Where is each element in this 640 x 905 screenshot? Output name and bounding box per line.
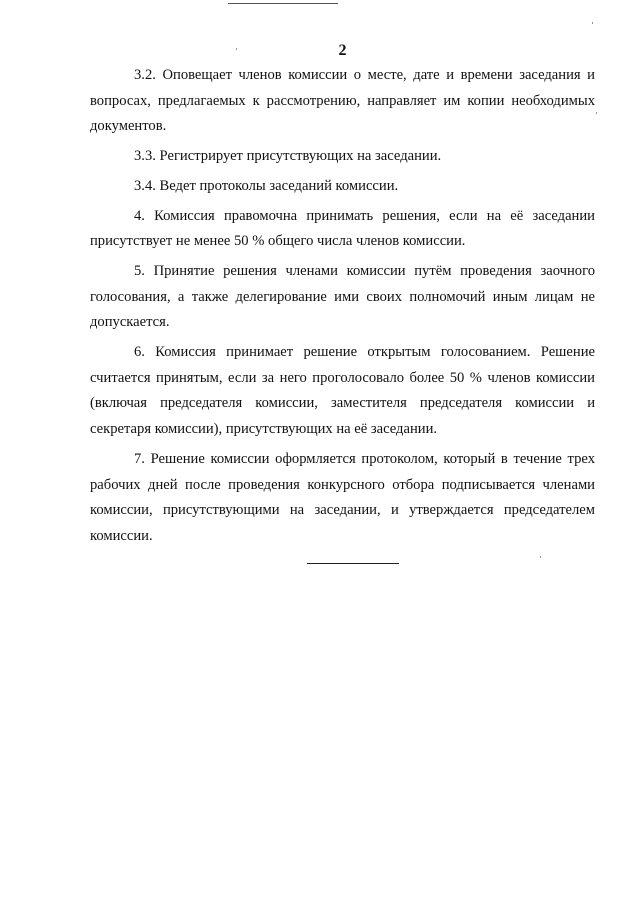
paragraph-4: 4. Комиссия правомочна принимать решения, если на её заседании присутствует не менее 50 % общего числа членов комиссии. bbox=[90, 207, 595, 250]
end-of-text-line bbox=[307, 563, 399, 564]
paragraph-7: 7. Решение комиссии оформляется протоколом, который в течение трех рабочих дней после проведения конкурсного отбора подписывается членами комиссии, присутствующими на заседании, и утверждается председателем комиссии. bbox=[90, 450, 595, 544]
paragraph-3-2: 3.2. Оповещает членов комиссии о месте, дате и времени заседания и вопросах, предлагаемых к рассмотрению, направляет им копии необходимых документов. bbox=[90, 67, 595, 135]
top-edge-line bbox=[228, 3, 338, 4]
paragraph-6: 6. Комиссия принимает решение открытым голосованием. Решение считается принятым, если за него проголосовало более 50 % членов комиссии (включая председателя комиссии, заместителя председателя комиссии и секретаря комиссии), присутствующих на её заседании. bbox=[90, 344, 595, 438]
scan-speck bbox=[236, 48, 237, 50]
scan-speck bbox=[540, 556, 541, 558]
paragraph-3-3: 3.3. Регистрирует присутствующих на заседании. bbox=[134, 148, 442, 165]
document-body bbox=[90, 63, 595, 554]
scan-speck bbox=[592, 22, 593, 24]
paragraph-5: 5. Принятие решения членами комиссии путём проведения заочного голосования, а также делегирование ими своих полномочий иным лицам не допускается. bbox=[90, 262, 595, 331]
paragraph-3-4: 3.4. Ведет протоколы заседаний комиссии. bbox=[134, 177, 399, 194]
scan-speck bbox=[596, 112, 597, 114]
page-number: 2 bbox=[338, 42, 347, 59]
